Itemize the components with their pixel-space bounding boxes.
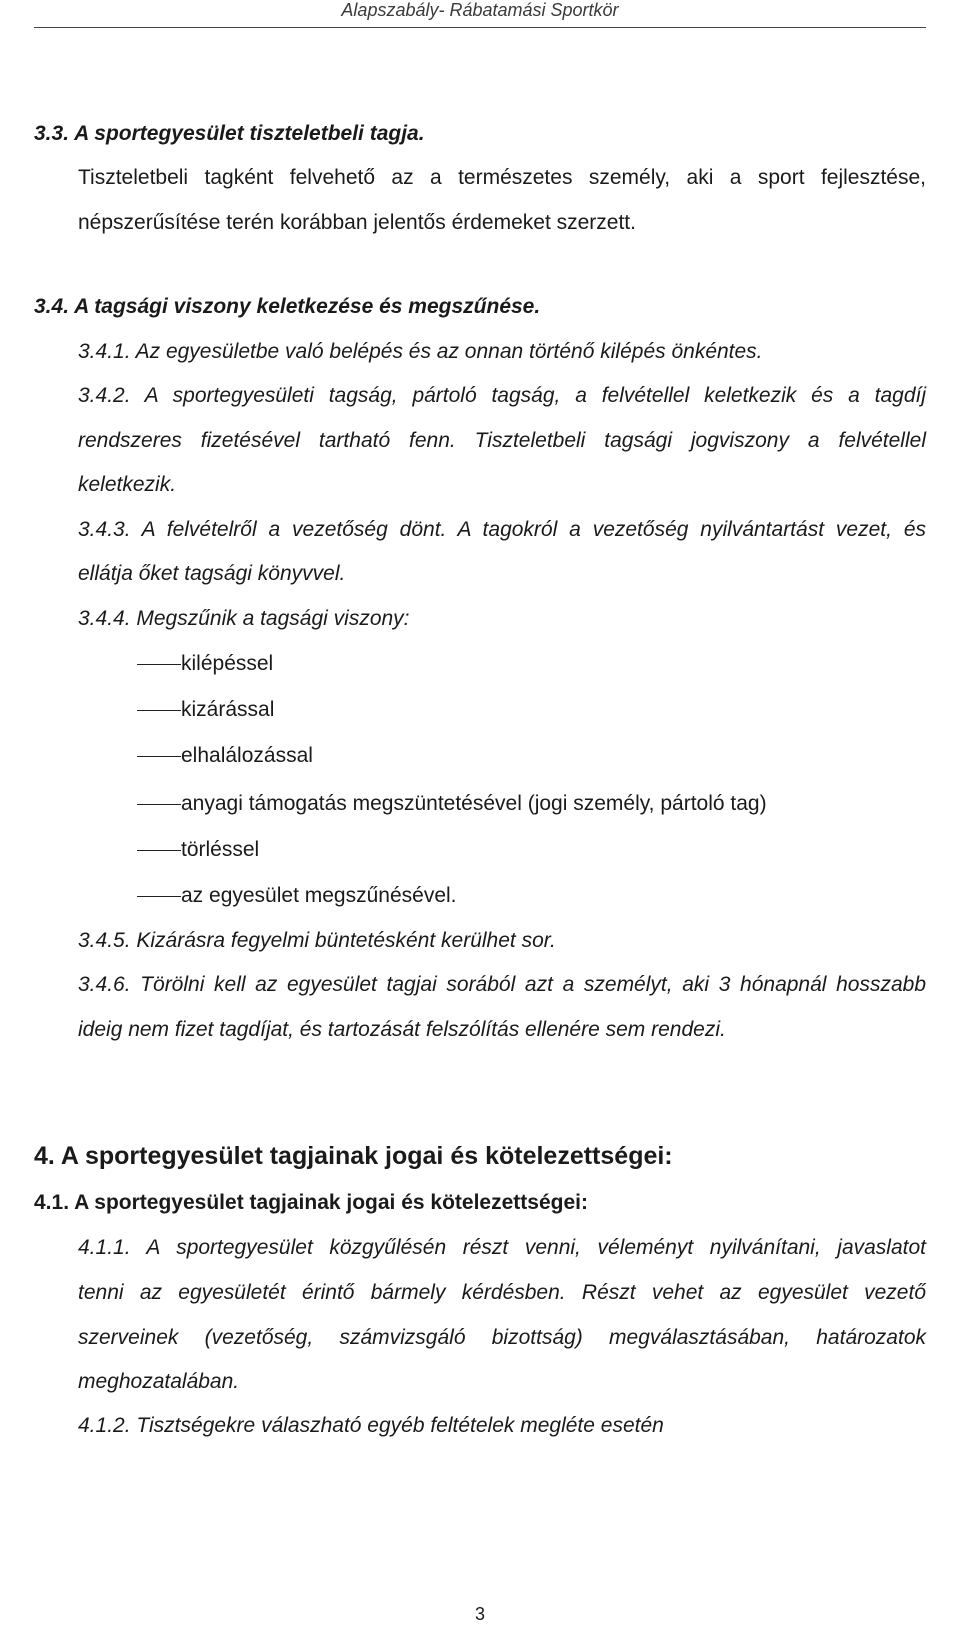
list-item: az egyesület megszűnésével.	[181, 884, 457, 907]
list-item: törléssel	[181, 838, 260, 861]
section-3-3-text-line1: Tiszteletbeli tagként felvehető az a természetes személy, aki a sport fejlesztése,	[78, 166, 926, 189]
section-3-4-3-line1: 3.4.3. A felvételről a vezetőség dönt. A tagokról a vezetőség nyilvántartást vezet, és	[78, 518, 926, 541]
section-3-4-4: 3.4.4. Megszűnik a tagsági viszony:	[78, 607, 410, 630]
list-item: kilépéssel	[181, 652, 274, 675]
section-4-1-1-line4: meghozatalában.	[78, 1370, 240, 1393]
list-dash	[137, 850, 181, 851]
header-divider	[34, 27, 926, 28]
section-3-4-1: 3.4.1. Az egyesületbe való belépés és az onnan történő kilépés önkéntes.	[78, 340, 763, 363]
list-dash	[137, 804, 181, 805]
section-4-1-1-line3: szerveinek (vezetőség, számvizsgáló bizottság) megválasztásában, határozatok	[78, 1326, 926, 1349]
section-4-1-1-line1: 4.1.1. A sportegyesület közgyűlésén részt venni, véleményt nyilvánítani, javaslatot	[78, 1236, 926, 1259]
list-dash	[137, 896, 181, 897]
section-3-4-title: 3.4. A tagsági viszony keletkezése és megszűnése.	[34, 295, 541, 318]
section-4-1-1-line2: tenni az egyesületét érintő bármely kérdésben. Részt vehet az egyesület vezető	[78, 1281, 926, 1304]
list-dash	[137, 710, 181, 711]
section-3-4-6-line1: 3.4.6. Törölni kell az egyesület tagjai sorából azt a személyt, aki 3 hónapnál hosszabb	[78, 973, 926, 996]
list-item: elhalálozással	[181, 744, 313, 767]
section-4-1-2: 4.1.2. Tisztségekre válaszható egyéb feltételek megléte esetén	[78, 1414, 664, 1437]
section-3-3-title: 3.3. A sportegyesület tiszteletbeli tagja.	[34, 122, 425, 145]
section-4-1-title: 4.1. A sportegyesület tagjainak jogai és kötelezettségei:	[34, 1191, 588, 1214]
section-3-3-text-line2: népszerűsítése terén korábban jelentős érdemeket szerzett.	[78, 211, 636, 234]
list-item: anyagi támogatás megszüntetésével (jogi személy, pártoló tag)	[181, 792, 767, 815]
section-3-4-3-line2: ellátja őket tagsági könyvvel.	[78, 562, 346, 585]
section-3-4-2-line2: rendszeres fizetésével tartható fenn. Tiszteletbeli tagsági jogviszony a felvétellel	[78, 429, 926, 452]
section-3-4-2-line1: 3.4.2. A sportegyesületi tagság, pártoló tagság, a felvétellel keletkezik és a tagdíj	[78, 384, 926, 407]
section-3-4-6-line2: ideig nem fizet tagdíjat, és tartozását felszólítás ellenére sem rendezi.	[78, 1018, 726, 1041]
page-number: 3	[474, 1604, 485, 1624]
section-3-4-2-line3: keletkezik.	[78, 473, 177, 496]
page-header: Alapszabály- Rábatamási Sportkör	[341, 0, 619, 20]
list-item: kizárással	[181, 698, 275, 721]
list-dash	[137, 664, 181, 665]
list-dash	[137, 756, 181, 757]
section-4-title: 4. A sportegyesület tagjainak jogai és kötelezettségei:	[34, 1142, 673, 1170]
section-3-4-5: 3.4.5. Kizárásra fegyelmi büntetésként kerülhet sor.	[78, 929, 556, 952]
